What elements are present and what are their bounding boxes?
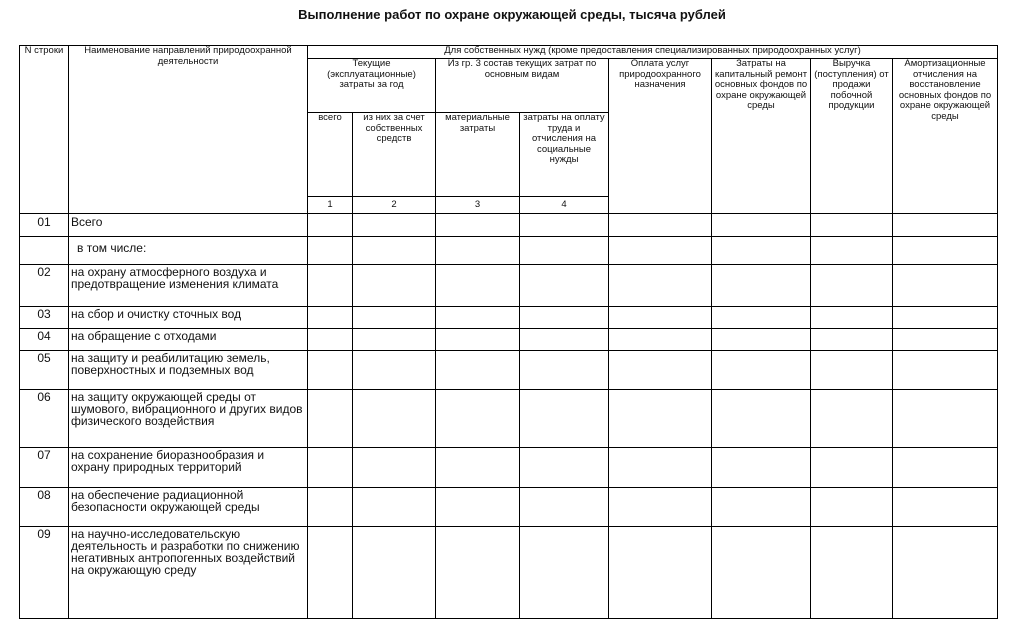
row-number: 04 (20, 329, 69, 351)
header-row-number: N строки (20, 46, 69, 214)
header-material-costs: материальные затраты (436, 113, 520, 197)
data-cell[interactable] (520, 265, 609, 307)
data-cell[interactable] (308, 351, 353, 390)
data-cell[interactable] (308, 329, 353, 351)
header-depreciation: Амортизационные отчисления на восстановление основных фондов по охране окружающей среды (893, 59, 998, 214)
data-cell[interactable] (712, 214, 811, 237)
data-cell[interactable] (811, 214, 893, 237)
row-label: на обеспечение радиационной безопасности окружающей среды (69, 488, 308, 527)
row-number: 08 (20, 488, 69, 527)
row-number: 03 (20, 307, 69, 329)
data-cell[interactable] (353, 307, 436, 329)
data-cell[interactable] (609, 488, 712, 527)
data-cell[interactable] (353, 237, 436, 265)
data-cell[interactable] (436, 265, 520, 307)
row-number: 02 (20, 265, 69, 307)
row-label: на сбор и очистку сточных вод (69, 307, 308, 329)
data-cell[interactable] (811, 527, 893, 619)
data-cell[interactable] (712, 265, 811, 307)
row-label: в том числе: (69, 237, 308, 265)
header-cost-composition: Из гр. 3 состав текущих затрат по основным видам (436, 59, 609, 113)
data-cell[interactable] (436, 448, 520, 488)
header-capital-repair: Затраты на капитальный ремонт основных фондов по охране окружающей среды (712, 59, 811, 214)
data-cell[interactable] (308, 265, 353, 307)
data-cell[interactable] (520, 527, 609, 619)
data-cell[interactable] (811, 307, 893, 329)
data-cell[interactable] (353, 214, 436, 237)
data-cell[interactable] (893, 329, 998, 351)
column-number: 2 (353, 197, 436, 214)
table-row (20, 527, 998, 619)
data-cell[interactable] (712, 351, 811, 390)
data-cell[interactable] (893, 307, 998, 329)
data-cell[interactable] (520, 237, 609, 265)
data-cell[interactable] (811, 237, 893, 265)
data-cell[interactable] (353, 527, 436, 619)
table-row (20, 307, 998, 329)
header-services-payment: Оплата услуг природоохранного назначения (609, 59, 712, 214)
data-cell[interactable] (353, 488, 436, 527)
header-current-costs: Текущие (эксплуатационные) затраты за год (308, 59, 436, 113)
table-row (20, 488, 998, 527)
data-cell[interactable] (609, 527, 712, 619)
data-cell[interactable] (609, 351, 712, 390)
column-number: 1 (308, 197, 353, 214)
data-cell[interactable] (811, 329, 893, 351)
row-label: на научно-исследовательскую деятельность и разработки по снижению негативных антропогенных воздействий на окружающую среду (69, 527, 308, 619)
data-cell[interactable] (353, 329, 436, 351)
row-number: 05 (20, 351, 69, 390)
row-label: на охрану атмосферного воздуха и предотвращение изменения климата (69, 265, 308, 307)
data-cell[interactable] (436, 237, 520, 265)
row-label: на защиту окружающей среды от шумового, вибрационного и других видов физического воздействия (69, 390, 308, 448)
data-cell[interactable] (308, 488, 353, 527)
data-cell[interactable] (712, 390, 811, 448)
data-cell[interactable] (436, 214, 520, 237)
data-cell[interactable] (520, 329, 609, 351)
data-cell[interactable] (520, 214, 609, 237)
data-cell[interactable] (609, 214, 712, 237)
environmental-costs-table (19, 45, 998, 619)
page-title: Выполнение работ по охране окружающей среды, тысяча рублей (298, 7, 726, 22)
data-cell[interactable] (712, 527, 811, 619)
data-cell[interactable] (811, 351, 893, 390)
column-number: 4 (520, 197, 609, 214)
data-cell[interactable] (353, 390, 436, 448)
data-cell[interactable] (712, 307, 811, 329)
data-cell[interactable] (893, 265, 998, 307)
data-cell[interactable] (811, 390, 893, 448)
row-label: на защиту и реабилитацию земель, поверхностных и подземных вод (69, 351, 308, 390)
data-cell[interactable] (712, 448, 811, 488)
header-total: всего (308, 113, 353, 197)
data-cell[interactable] (353, 448, 436, 488)
data-cell[interactable] (520, 351, 609, 390)
header-own-needs-group: Для собственных нужд (кроме предоставления специализированных природоохранных услуг) (308, 46, 998, 59)
data-cell[interactable] (436, 329, 520, 351)
data-cell[interactable] (609, 265, 712, 307)
table-row (20, 237, 998, 265)
row-label: на обращение с отходами (69, 329, 308, 351)
data-cell[interactable] (893, 448, 998, 488)
data-cell[interactable] (520, 488, 609, 527)
data-cell[interactable] (308, 214, 353, 237)
data-cell[interactable] (893, 390, 998, 448)
data-cell[interactable] (436, 390, 520, 448)
table-row (20, 214, 998, 237)
data-cell[interactable] (712, 237, 811, 265)
data-cell[interactable] (520, 448, 609, 488)
data-cell[interactable] (520, 390, 609, 448)
row-label: Всего (69, 214, 308, 237)
data-cell[interactable] (436, 488, 520, 527)
header-labor-costs: затраты на оплату труда и отчисления на социальные нужды (520, 113, 609, 197)
row-number: 06 (20, 390, 69, 448)
data-cell[interactable] (353, 351, 436, 390)
column-number: 3 (436, 197, 520, 214)
data-cell[interactable] (609, 237, 712, 265)
data-cell[interactable] (308, 448, 353, 488)
data-cell[interactable] (609, 448, 712, 488)
data-cell[interactable] (436, 307, 520, 329)
row-number (20, 237, 69, 265)
table-row (20, 265, 998, 307)
data-cell[interactable] (893, 527, 998, 619)
data-cell[interactable] (436, 527, 520, 619)
data-cell[interactable] (893, 237, 998, 265)
data-cell[interactable] (712, 329, 811, 351)
data-cell[interactable] (436, 351, 520, 390)
header-byproduct-revenue: Выручка (поступления) от продажи побочной продукции (811, 59, 893, 214)
data-cell[interactable] (308, 390, 353, 448)
table-row (20, 390, 998, 448)
data-cell[interactable] (893, 214, 998, 237)
row-number: 09 (20, 527, 69, 619)
row-label: на сохранение биоразнообразия и охрану природных территорий (69, 448, 308, 488)
table-row (20, 329, 998, 351)
data-cell[interactable] (609, 329, 712, 351)
data-cell[interactable] (811, 488, 893, 527)
header-activity-name: Наименование направлений природоохранной деятельности (69, 46, 308, 214)
data-cell[interactable] (609, 307, 712, 329)
table-row (20, 448, 998, 488)
data-cell[interactable] (308, 527, 353, 619)
data-cell[interactable] (893, 351, 998, 390)
data-cell[interactable] (609, 390, 712, 448)
data-cell[interactable] (520, 307, 609, 329)
row-number: 01 (20, 214, 69, 237)
header-own-funds: из них за счет собственных средств (353, 113, 436, 197)
row-number: 07 (20, 448, 69, 488)
data-cell[interactable] (811, 265, 893, 307)
data-cell[interactable] (893, 488, 998, 527)
data-cell[interactable] (308, 307, 353, 329)
data-cell[interactable] (811, 448, 893, 488)
data-cell[interactable] (712, 488, 811, 527)
data-cell[interactable] (308, 237, 353, 265)
table-row (20, 351, 998, 390)
data-cell[interactable] (353, 265, 436, 307)
